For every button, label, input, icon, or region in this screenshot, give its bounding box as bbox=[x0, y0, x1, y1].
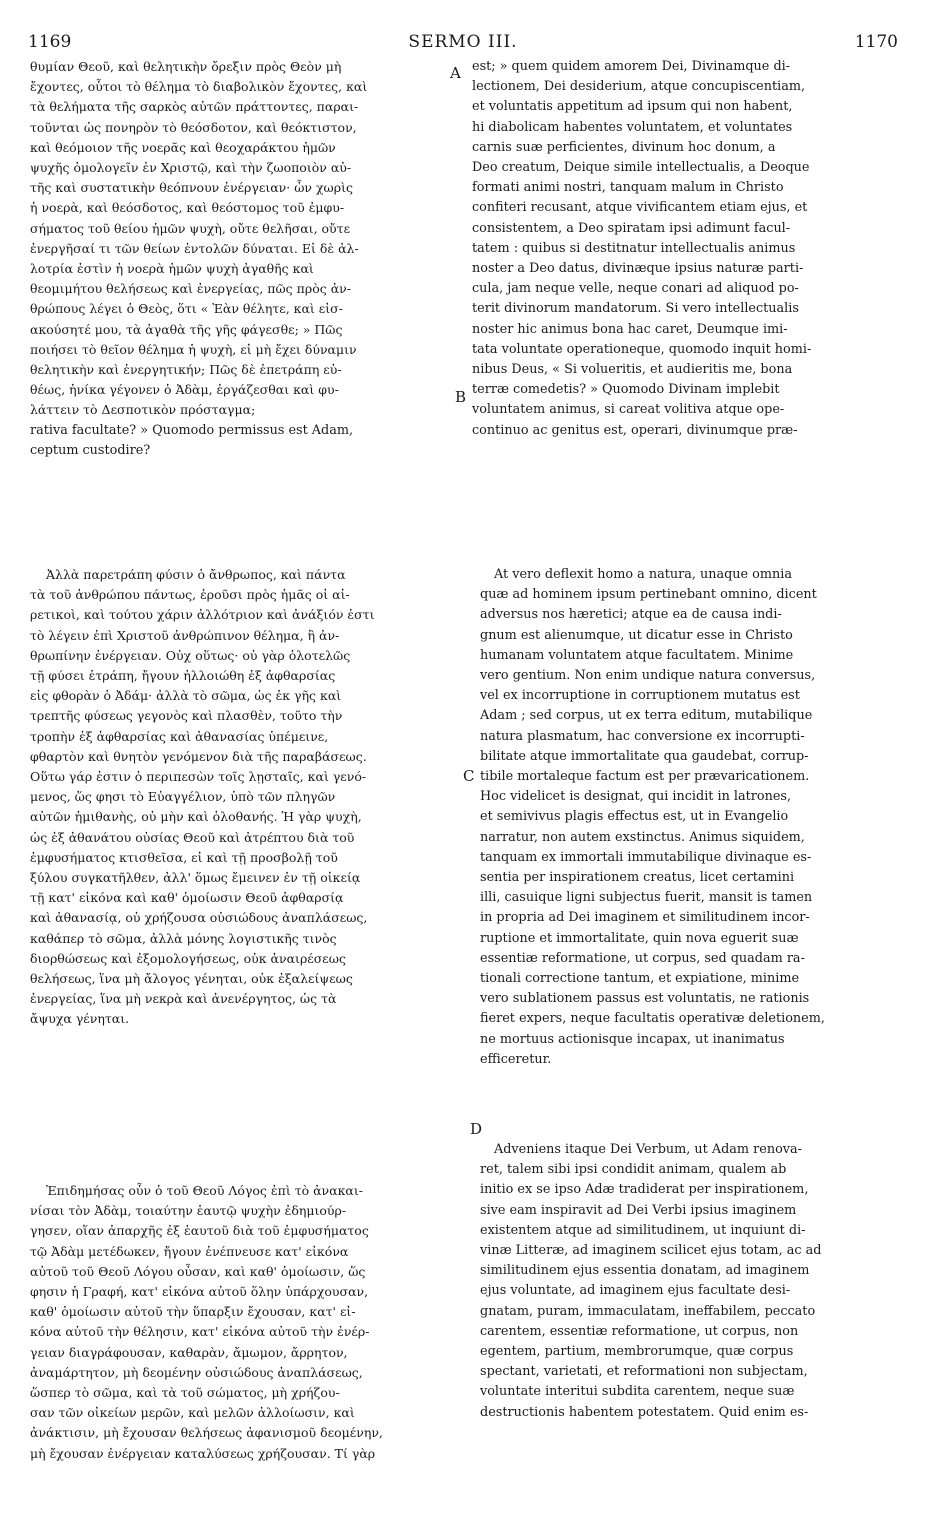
text-line: τῷ Ἀδὰμ μετέδωκεν, ἤγουν ἐνέπνευσε κατ' εἰκόνα bbox=[30, 1243, 349, 1259]
text-line: Adveniens itaque Dei Verbum, ut Adam renova- bbox=[494, 1142, 802, 1157]
text-line: νίσαι τὸν Ἀδὰμ, τοιαύτην ἑαυτῷ ψυχὴν ἐδημιούρ- bbox=[30, 1203, 347, 1219]
greek-column-bottom bbox=[30, 1181, 458, 1464]
text-line: fieret expers, neque facultatis operativæ deletionem, bbox=[480, 1011, 825, 1027]
text-line: μὴ ἔχουσαν ἐνέργειαν καταλύσεως χρήζουσαν. Τί γὰρ bbox=[30, 1445, 376, 1461]
latin-continuation bbox=[30, 421, 460, 461]
text-line: carnis suæ perficientes, divinum hoc donum, a bbox=[472, 139, 776, 155]
text-line: ἐνεργείας, ἵνα μὴ νεκρὰ καὶ ἀνενέργητος, ὡς τὰ bbox=[30, 991, 337, 1007]
text-line: Hoc videlicet is designat, qui incidit in latrones, bbox=[480, 789, 792, 805]
text-line: τὸ λέγειν ἐπὶ Χριστοῦ ἀνθρώπινον θέλημα, ἢ ἀν- bbox=[30, 627, 340, 643]
text-line: vinæ Litteræ, ad imaginem scilicet ejus totam, ac ad bbox=[480, 1243, 822, 1259]
text-line: in propria ad Dei imaginem et similitudinem incor- bbox=[480, 910, 810, 926]
text-line: noster hic animus bona hac caret, Deumque imi- bbox=[472, 321, 788, 337]
latin-column-bottom bbox=[480, 1140, 900, 1423]
text-line: ejus voluntate, ad imaginem ejus facultate desi- bbox=[480, 1283, 791, 1299]
text-line: egentem, partium, membrorumque, quæ corpus bbox=[480, 1344, 794, 1360]
margin-marker-b: B bbox=[455, 388, 467, 406]
text-line: ξύλου συγκατῆλθεν, ἀλλ' ὅμως ἔμεινεν ἐν τῇ οἰκείᾳ bbox=[30, 870, 361, 886]
text-line: tanquam ex immortali immutabilique divinaque es- bbox=[480, 849, 812, 865]
text-line: tatem : quibus si destitnatur intellectualis animus bbox=[472, 240, 796, 256]
text-line: θέως, ἡνίκα γέγονεν ὁ Ἀδὰμ, ἐργάζεσθαι καὶ φυ- bbox=[30, 382, 339, 398]
text-line: κόνα αὐτοῦ τὴν θέλησιν, κατ' εἰκόνα αὐτοῦ τὴν ἐνέρ- bbox=[30, 1324, 370, 1340]
text-line: quæ ad hominem ipsum pertinebant omnino, dicent bbox=[480, 587, 817, 603]
greek-column-top bbox=[30, 57, 448, 421]
text-line: τῆς καὶ συστατικὴν θεόπνουν ἐνέργειαν· ὧν χωρὶς bbox=[30, 180, 354, 196]
text-line: τροπὴν ἐξ ἀφθαρσίας καὶ ἀθανασίας ὑπέμεινε, bbox=[30, 728, 329, 744]
text-line: tata voluntate operationeque, quomodo inquit homi- bbox=[472, 341, 812, 357]
text-line: τὰ θελήματα τῆς σαρκὸς αὐτῶν πράττοντες, παραι- bbox=[30, 99, 359, 115]
text-line: hi diabolicam habentes voluntatem, et voluntates bbox=[472, 119, 793, 135]
text-line: ἔχοντες, οὗτοι τὸ θέλημα τὸ διαβολικὸν ἔχοντες, καὶ bbox=[30, 79, 368, 95]
text-line: καὶ θεόμοιον τῆς νοερᾶς καὶ θεοχαράκτου ἡμῶν bbox=[30, 139, 336, 155]
text-line: φθαρτὸν καὶ θνητὸν γενόμενον διὰ τῆς παραβάσεως. bbox=[30, 748, 367, 764]
text-line: carentem, essentiæ reformatione, ut corpus, non bbox=[480, 1323, 799, 1339]
text-line: gnatam, puram, immaculatam, ineffabilem, peccato bbox=[480, 1303, 816, 1319]
text-line: vero sublationem passus est voluntatis, ne rationis bbox=[480, 991, 810, 1007]
text-line: formati animi nostri, tanquam malum in Christo bbox=[472, 180, 784, 196]
text-line: continuo ac genitus est, operari, divinumque præ- bbox=[472, 422, 798, 438]
text-line: καὶ ἀθανασίᾳ, οὐ χρήζουσα οὐσιώδους ἀναπλάσεως, bbox=[30, 910, 368, 926]
text-line: ὥσπερ τὸ σῶμα, καὶ τὰ τοῦ σώματος, μὴ χρήζου- bbox=[30, 1385, 340, 1401]
text-line: lectionem, Dei desiderium, atque concupiscentiam, bbox=[472, 79, 806, 95]
text-line: σαν τῶν οἰκείων μερῶν, καὶ μελῶν ἀλλοίωσιν, καὶ bbox=[30, 1405, 355, 1421]
margin-marker-c: C bbox=[463, 767, 475, 785]
text-line: θελητικὴν καὶ ἐνεργητικήν; Πῶς δὲ ἐπετράπη εὐ- bbox=[30, 362, 342, 378]
margin-marker-d: D bbox=[470, 1120, 483, 1138]
text-line: terit divinorum mandatorum. Si vero intellectualis bbox=[472, 301, 799, 317]
text-line: Ἐπιδημήσας οὖν ὁ τοῦ Θεοῦ Λόγος ἐπὶ τὸ ἀνακαι- bbox=[46, 1183, 363, 1198]
text-line: καθάπερ τὸ σῶμα, ἀλλὰ μόνης λογιστικῆς τινὸς bbox=[30, 930, 337, 946]
text-line: ἐνεργῆσαί τι τῶν θείων ἐντολῶν δύναται. Εἰ δὲ ἀλ- bbox=[30, 240, 359, 256]
text-line: gnum est alienumque, ut dicatur esse in Christo bbox=[480, 627, 793, 643]
text-line: sentia per inspirationem creatus, licet certamini bbox=[480, 870, 795, 886]
text-line: vero gentium. Non enim undique natura conversus, bbox=[480, 668, 816, 684]
text-line: consistentem, a Deo spiratam ipsi adimunt facul- bbox=[472, 220, 791, 236]
text-line: γησεν, οἵαν ἀπαρχῆς ἐξ ἑαυτοῦ διὰ τοῦ ἐμφυσήματος bbox=[30, 1223, 369, 1239]
running-title: SERMO III. bbox=[408, 32, 518, 52]
text-line: θρωπίνην ἐνέργειαν. Οὐχ οὕτως· οὐ γὰρ ὁλοτελῶς bbox=[30, 647, 351, 663]
text-line: λοτρία ἐστὶν ἡ νοερὰ ἡμῶν ψυχὴ ἀγαθῆς καὶ bbox=[30, 261, 314, 277]
text-line: voluntatem animus, si careat volitiva atque ope- bbox=[472, 402, 785, 418]
text-line: terræ comedetis? » Quomodo Divinam implebit bbox=[472, 382, 780, 398]
page-number-right: 1170 bbox=[854, 32, 898, 52]
text-line: efficeretur. bbox=[480, 1051, 552, 1067]
text-line: Deo creatum, Deique simile intellectualis, a Deoque bbox=[472, 160, 810, 176]
text-line: τῇ φύσει ἐτράπη, ἤγουν ἠλλοιώθη ἐξ ἀφθαρσίας bbox=[30, 668, 336, 684]
text-line: essentiæ reformatione, ut corpus, sed quadam ra- bbox=[480, 950, 805, 966]
text-line: τῇ κατ' εἰκόνα καὶ καθ' ὁμοίωσιν Θεοῦ ἀφθαρσίᾳ bbox=[30, 890, 344, 906]
text-line: vel ex incorruptione in corruptionem mutatus est bbox=[480, 688, 800, 704]
text-line: ποιήσει τὸ θεῖον θέλημα ἡ ψυχὴ, εἰ μὴ ἔχει δύναμιν bbox=[30, 341, 357, 357]
text-line: εἰς φθορὰν ὁ Ἀδάμ· ἀλλὰ τὸ σῶμα, ὡς ἐκ γῆς καὶ bbox=[30, 688, 342, 704]
text-line: ne mortuus actionisque incapax, ut inanimatus bbox=[480, 1031, 785, 1047]
text-line: humanam voluntatem atque facultatem. Minime bbox=[480, 647, 794, 663]
text-line: ψυχῆς ὁμολογεῖν ἐν Χριστῷ, καὶ τὴν ζωοποιὸν αὐ- bbox=[30, 160, 352, 176]
text-line: τοῦνται ὡς πονηρὸν τὸ θεόσδοτον, καὶ θεόκτιστον, bbox=[30, 119, 357, 135]
text-line: φησιν ἡ Γραφή, κατ' εἰκόνα αὐτοῦ ὅλην ὑπάρχουσαν, bbox=[30, 1284, 369, 1300]
text-line: Adam ; sed corpus, ut ex terra editum, mutabilique bbox=[480, 708, 813, 724]
text-line: existentem atque ad similitudinem, ut inquiunt di- bbox=[480, 1222, 806, 1238]
text-line: ἡ νοερὰ, καὶ θεόσδοτος, καὶ θεόστομος τοῦ ἐμφυ- bbox=[30, 200, 345, 216]
margin-marker-a: A bbox=[450, 64, 461, 82]
text-line: ἀνάκτισιν, μὴ ἔχουσαν θελήσεως ἀφανισμοῦ δεομένην, bbox=[30, 1425, 383, 1441]
text-line: θρώπους λέγει ὁ Θεὸς, ὅτι « Ἐὰν θέλητε, καὶ εἰσ- bbox=[30, 301, 343, 317]
text-line: confiteri recusant, atque vivificantem etiam ejus, et bbox=[472, 200, 808, 216]
text-line: γειαν διαγράφουσαν, καθαρὰν, ἄμωμον, ἄρρητον, bbox=[30, 1344, 348, 1360]
text-line: et voluntatis appetitum ad ipsum qui non habent, bbox=[472, 99, 793, 115]
text-line: ruptione et immortalitate, quin nova eguerit suæ bbox=[480, 930, 799, 946]
text-line: tionali correctione tantum, et expiatione, minime bbox=[480, 971, 800, 987]
text-line: bilitate atque immortalitate qua gaudebat, corrup- bbox=[480, 748, 809, 764]
text-line: αὐτῶν ἡμιθανὴς, οὐ μὴν καὶ ὁλοθανής. Ἡ γὰρ ψυχὴ, bbox=[30, 809, 362, 825]
text-line: cula, jam neque velle, neque conari ad aliquod po- bbox=[472, 281, 799, 297]
text-line: noster a Deo datus, divinæque ipsius naturæ parti- bbox=[472, 261, 804, 277]
text-line: Ἀλλὰ παρετράπη φύσιν ὁ ἄνθρωπος, καὶ πάντα bbox=[46, 567, 346, 582]
text-line: At vero deflexit homo a natura, unaque omnia bbox=[494, 567, 792, 582]
latin-column-middle bbox=[480, 565, 900, 1070]
text-line: ρετικοὶ, καὶ τούτου χάριν ἀλλότριον καὶ ἀνάξιόν ἐστι bbox=[30, 607, 375, 623]
text-line: ἐμφυσήματος κτισθεῖσα, εἰ καὶ τῇ προσβολῇ τοῦ bbox=[30, 849, 338, 865]
text-line: narratur, non autem exstinctus. Animus siquidem, bbox=[480, 829, 805, 845]
text-line: destructionis habentem potestatem. Quid enim es- bbox=[480, 1404, 809, 1420]
page-header bbox=[28, 32, 898, 56]
latin-column-top bbox=[472, 57, 900, 441]
text-line: σήματος τοῦ θείου ἡμῶν ψυχὴ, οὔτε θελῆσαι, οὔτε bbox=[30, 220, 351, 236]
text-line: λάττειν τὸ Δεσποτικὸν πρόσταγμα; bbox=[30, 402, 256, 418]
text-line: est; » quem quidem amorem Dei, Divinamque di- bbox=[472, 59, 791, 74]
text-line: ret, talem sibi ipsi condidit animam, qualem ab bbox=[480, 1162, 787, 1178]
text-line: ακούσητέ μου, τὰ ἀγαθὰ τῆς γῆς φάγεσθε; » Πῶς bbox=[30, 321, 343, 337]
text-line: nibus Deus, « Si volueritis, et audieritis me, bona bbox=[472, 362, 793, 378]
text-line: τρεπτῆς φύσεως γεγονὸς καὶ πλασθὲν, τοῦτο τὴν bbox=[30, 708, 343, 724]
text-line: θεομιμήτου θελήσεως καὶ ἐνεργείας, πῶς πρὸς ἀν- bbox=[30, 281, 351, 297]
text-line: θυμίαν Θεοῦ, καὶ θελητικὴν ὄρεξιν πρὸς Θεὸν μὴ bbox=[30, 59, 342, 74]
text-line: θελήσεως, ἵνα μὴ ἄλογος γένηται, οὐκ ἐξαλείψεως bbox=[30, 971, 353, 987]
text-line: et semivivus plagis effectus est, ut in Evangelio bbox=[480, 809, 789, 825]
greek-column-middle bbox=[30, 565, 455, 1030]
text-line: αὐτοῦ τοῦ Θεοῦ Λόγου οὖσαν, καὶ καθ' ὁμοίωσιν, ὥς bbox=[30, 1263, 366, 1279]
text-line: voluntate interitui subdita carentem, neque suæ bbox=[480, 1384, 795, 1400]
text-line: natura plasmatum, hac conversione ex incorrupti- bbox=[480, 728, 805, 744]
text-line: illi, casuique ligni subjectus fuerit, mansit is tamen bbox=[480, 890, 813, 906]
text-line: adversus nos hæretici; atque ea de causa indi- bbox=[480, 607, 782, 623]
text-line: sive eam inspiravit ad Dei Verbi ipsius imaginem bbox=[480, 1202, 797, 1218]
text-line: similitudinem ejus essentia donatam, ad imaginem bbox=[480, 1263, 810, 1279]
text-line: ἀναμάρτητον, μὴ δεομένην οὐσιώδους ἀναπλάσεως, bbox=[30, 1364, 363, 1380]
text-line: διορθώσεως καὶ ἐξομολογήσεως, οὐκ ἀναιρέσεως bbox=[30, 950, 346, 966]
text-line: μενος, ὥς φησι τὸ Εὐαγγέλιον, ὑπὸ τῶν πληγῶν bbox=[30, 789, 336, 805]
text-line: καθ' ὁμοίωσιν αὐτοῦ τὴν ὕπαρξιν ἔχουσαν, κατ' εἰ- bbox=[30, 1304, 356, 1320]
text-line: tibile mortaleque factum est per prævaricationem. bbox=[480, 769, 810, 785]
text-line: spectant, varietati, et reformationi non subjectam, bbox=[480, 1364, 808, 1380]
text-line: τὰ τοῦ ἀνθρώπου πάντως, ἐροῦσι πρὸς ἡμᾶς οἱ αἱ- bbox=[30, 587, 350, 603]
text-line: rativa facultate? » Quomodo permissus est Adam, bbox=[30, 423, 354, 438]
page-number-left: 1169 bbox=[28, 32, 72, 52]
text-line: ἄψυχα γένηται. bbox=[30, 1011, 130, 1027]
text-line: initio ex se ipso Adæ tradiderat per inspirationem, bbox=[480, 1182, 809, 1198]
text-line: ὡς ἐξ ἀθανάτου οὐσίας Θεοῦ καὶ ἀτρέπτου διὰ τοῦ bbox=[30, 829, 355, 845]
text-line: Οὕτω γάρ ἐστιν ὁ περιπεσὼν τοῖς λῃσταῖς, καὶ γενό- bbox=[30, 769, 367, 785]
text-line: ceptum custodire? bbox=[30, 443, 151, 459]
